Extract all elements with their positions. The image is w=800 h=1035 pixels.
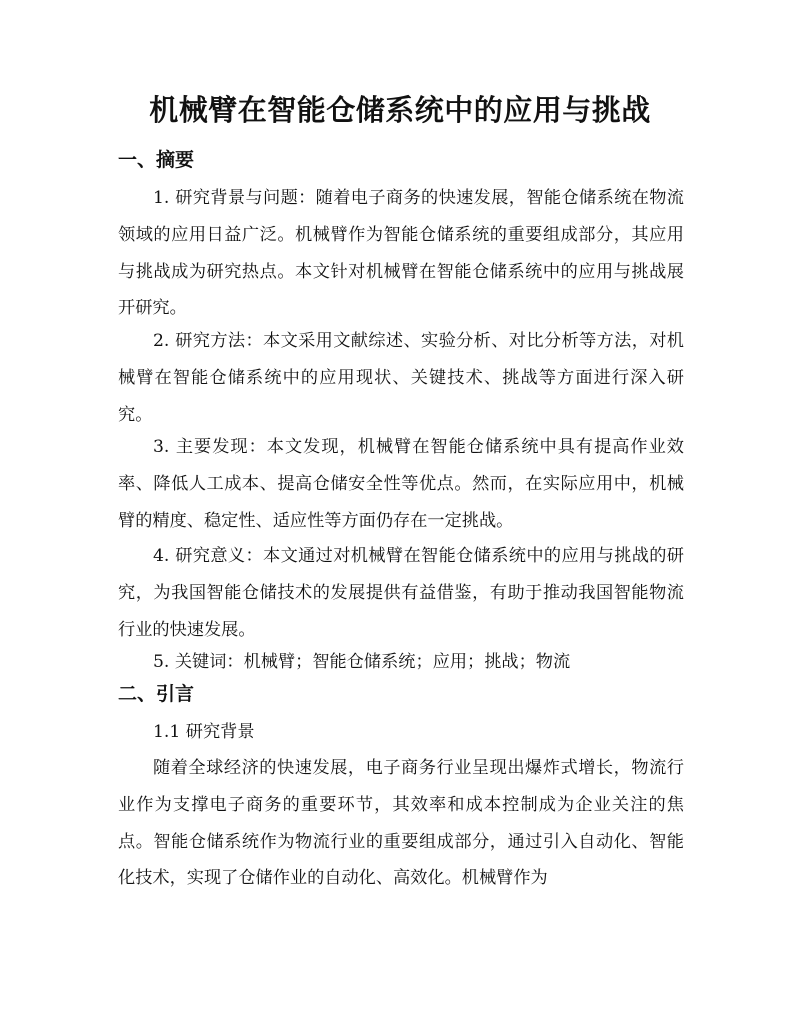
document-title: 机械臂在智能仓储系统中的应用与挑战 (149, 93, 651, 127)
intro-subheading: 1.1 研究背景 (153, 722, 255, 742)
abstract-item-2: 2. 研究方法：本文采用文献综述、实验分析、对比分析等方法，对机械臂在智能仓储系统中的应用现状、关键技术、挑战等方面进行深入研究。 (118, 331, 684, 425)
abstract-heading: 一、摘要 (118, 149, 195, 171)
abstract-item-3: 3. 主要发现：本文发现，机械臂在智能仓储系统中具有提高作业效率、降低人工成本、提高仓储安全性等优点。然而，在实际应用中，机械臂的精度、稳定性、适应性等方面仍存在一定挑战。 (118, 437, 684, 531)
intro-paragraph: 随着全球经济的快速发展，电子商务行业呈现出爆炸式增长，物流行业作为支撑电子商务的重要环节，其效率和成本控制成为企业关注的焦点。智能仓储系统作为物流行业的重要组成部分，通过引入自动化、智能化技术，实现了仓储作业的自动化、高效化。机械臂作为 (118, 758, 684, 889)
abstract-item-1: 1. 研究背景与问题：随着电子商务的快速发展，智能仓储系统在物流领域的应用日益广泛。机械臂作为智能仓储系统的重要组成部分，其应用与挑战成为研究热点。本文针对机械臂在智能仓储系统中的应用与挑战展开研究。 (118, 188, 684, 319)
abstract-item-5-keywords: 5. 关键词：机械臂；智能仓储系统；应用；挑战；物流 (153, 652, 571, 672)
intro-heading: 二、引言 (118, 683, 195, 705)
abstract-item-4: 4. 研究意义：本文通过对机械臂在智能仓储系统中的应用与挑战的研究，为我国智能仓储技术的发展提供有益借鉴，有助于推动我国智能物流行业的快速发展。 (118, 546, 684, 640)
